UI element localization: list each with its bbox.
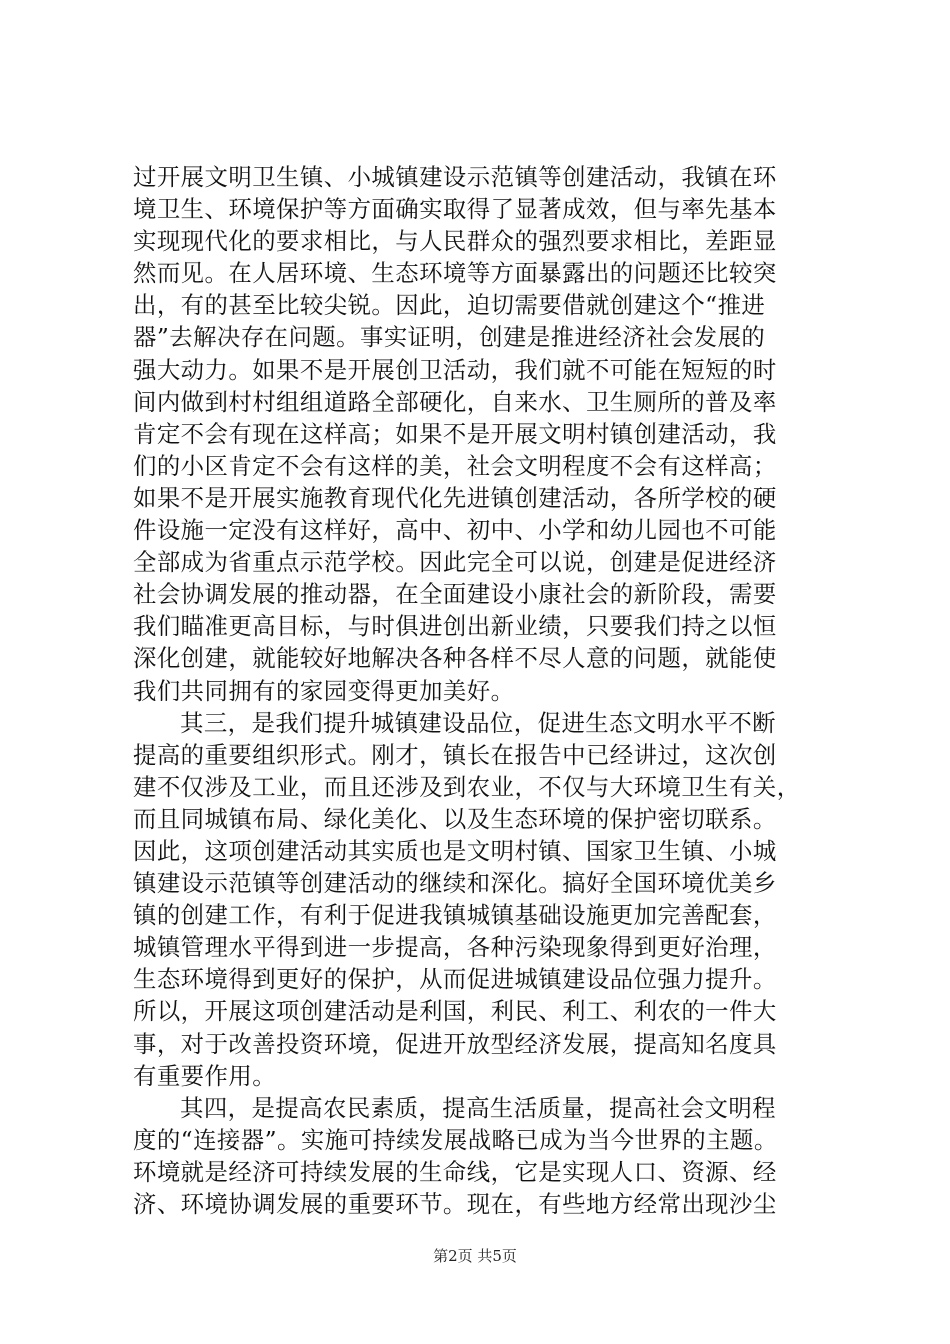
- text-line: 肯定不会有现在这样高；如果不是开展文明村镇创建活动，我: [133, 419, 777, 448]
- text-line: 间内做到村村组组道路全部硬化，自来水、卫生厕所的普及率: [133, 387, 777, 416]
- text-line: 出，有的甚至比较尖锐。因此，迫切需要借就创建这个“推进: [133, 291, 766, 320]
- text-line: 器”去解决存在问题。事实证明，创建是推进经济社会发展的: [133, 323, 766, 352]
- body-text: [133, 161, 833, 1220]
- text-line: 如果不是开展实施教育现代化先进镇创建活动，各所学校的硬: [133, 483, 777, 512]
- text-line: 而且同城镇布局、绿化美化、以及生态环境的保护密切联系。: [133, 804, 777, 833]
- text-line: 全部成为省重点示范学校。因此完全可以说，创建是促进经济: [133, 548, 777, 577]
- text-line: 环境就是经济可持续发展的生命线，它是实现人口、资源、经: [133, 1157, 777, 1186]
- text-line: 我们瞄准更高目标，与时俱进创出新业绩，只要我们持之以恒: [133, 612, 777, 641]
- text-line: 深化创建，就能较好地解决各种各样不尽人意的问题，就能使: [133, 644, 777, 673]
- text-line: 镇的创建工作，有利于促进我镇城镇基础设施更加完善配套，: [133, 901, 777, 930]
- text-line: 建不仅涉及工业，而且还涉及到农业，不仅与大环境卫生有关，: [133, 772, 801, 801]
- text-line: 度的“连接器”。实施可持续发展战略已成为当今世界的主题。: [133, 1125, 778, 1154]
- text-line: 其三，是我们提升城镇建设品位，促进生态文明水平不断: [180, 708, 777, 737]
- text-line: 因此，这项创建活动其实质也是文明村镇、国家卫生镇、小城: [133, 836, 777, 865]
- text-line: 实现现代化的要求相比，与人民群众的强烈要求相比，差距显: [133, 227, 777, 256]
- text-line: 件设施一定没有这样好，高中、初中、小学和幼儿园也不可能: [133, 516, 777, 545]
- text-line: 城镇管理水平得到进一步提高，各种污染现象得到更好治理，: [133, 933, 777, 962]
- text-line: 所以，开展这项创建活动是利国，利民、利工、利农的一件大: [133, 997, 777, 1026]
- text-line: 其四，是提高农民素质，提高生活质量，提高社会文明程: [180, 1093, 777, 1122]
- text-line: 们的小区肯定不会有这样的美，社会文明程度不会有这样高；: [133, 451, 777, 480]
- text-line: 有重要作用。: [133, 1061, 277, 1090]
- text-line: 提高的重要组织形式。刚才，镇长在报告中已经讲过，这次创: [133, 740, 777, 769]
- text-line: 社会协调发展的推动器，在全面建设小康社会的新阶段，需要: [133, 580, 777, 609]
- text-line: 事，对于改善投资环境，促进开放型经济发展，提高知名度具: [133, 1029, 777, 1058]
- text-line: 生态环境得到更好的保护，从而促进城镇建设品位强力提升。: [133, 965, 777, 994]
- text-line: 强大动力。如果不是开展创卫活动，我们就不可能在短短的时: [133, 355, 777, 384]
- text-line: 境卫生、环境保护等方面确实取得了显著成效，但与率先基本: [133, 195, 777, 224]
- page-footer: 第2页 共5页: [433, 1247, 517, 1265]
- text-line: 我们共同拥有的家园变得更加美好。: [133, 676, 515, 705]
- text-line: 然而见。在人居环境、生态环境等方面暴露出的问题还比较突: [133, 259, 777, 288]
- text-line: 镇建设示范镇等创建活动的继续和深化。搞好全国环境优美乡: [133, 869, 777, 898]
- text-line: 过开展文明卫生镇、小城镇建设示范镇等创建活动，我镇在环: [133, 163, 777, 191]
- text-line: 济、环境协调发展的重要环节。现在，有些地方经常出现沙尘: [133, 1190, 777, 1218]
